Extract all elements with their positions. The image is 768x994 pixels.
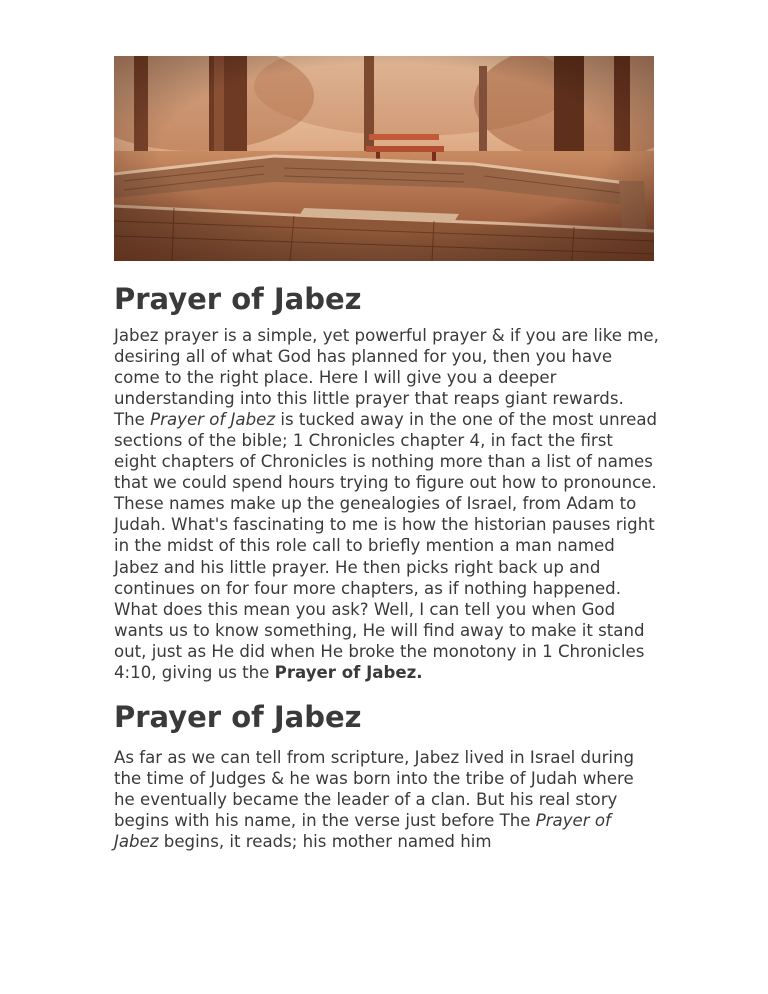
section-heading: Prayer of Jabez (114, 699, 362, 734)
section-paragraph (114, 747, 659, 852)
bench-photo-illustration (114, 56, 654, 261)
paragraph-italic: Prayer of Jabez (150, 410, 276, 430)
paragraph-text: begins, it reads; his mother named him (158, 831, 492, 851)
paragraph-bold: Prayer of Jabez. (274, 662, 423, 682)
section-heading: Prayer of Jabez (114, 282, 362, 316)
paragraph-italic: Prayer of Jabez (114, 810, 611, 851)
paragraph-text: As far as we can tell from scripture, Jabez lived in Israel during the time of Judges & he was born into the tribe of Judah where he eventually became the leader of a clan. But his real story begins with his name, in the verse just before The (114, 747, 635, 830)
paragraph-text: is tucked away in the one of the most unread sections of the bible; 1 Chronicles chapter 4, in fact the first eight chapters of Chronicles is nothing more than a list of names that we could spend hours trying to figure out how to pronounce. These names make up the genealogies of Israel, from Adam to Judah. What's fascinating to me is how the historian pauses right in the midst of this role call to briefly mention a man named Jabez and his little prayer. He then picks right back up and continues on for four more chapters, as if nothing happened. What does this mean you ask? Well, I can tell you when God wants us to know something, He will find away to make it stand out, just as He did when He broke the monotony in 1 Chronicles 4:10, giving us the (114, 410, 658, 682)
article (114, 275, 659, 852)
paragraph-text: Jabez prayer is a simple, yet powerful prayer & if you are like me, desiring all of what God has planned for you, then you have come to the right place. Here I will give you a deeper understanding into this little prayer that reaps giant rewards. The (114, 326, 659, 430)
section-paragraph (114, 325, 659, 683)
header-photo (114, 56, 654, 261)
